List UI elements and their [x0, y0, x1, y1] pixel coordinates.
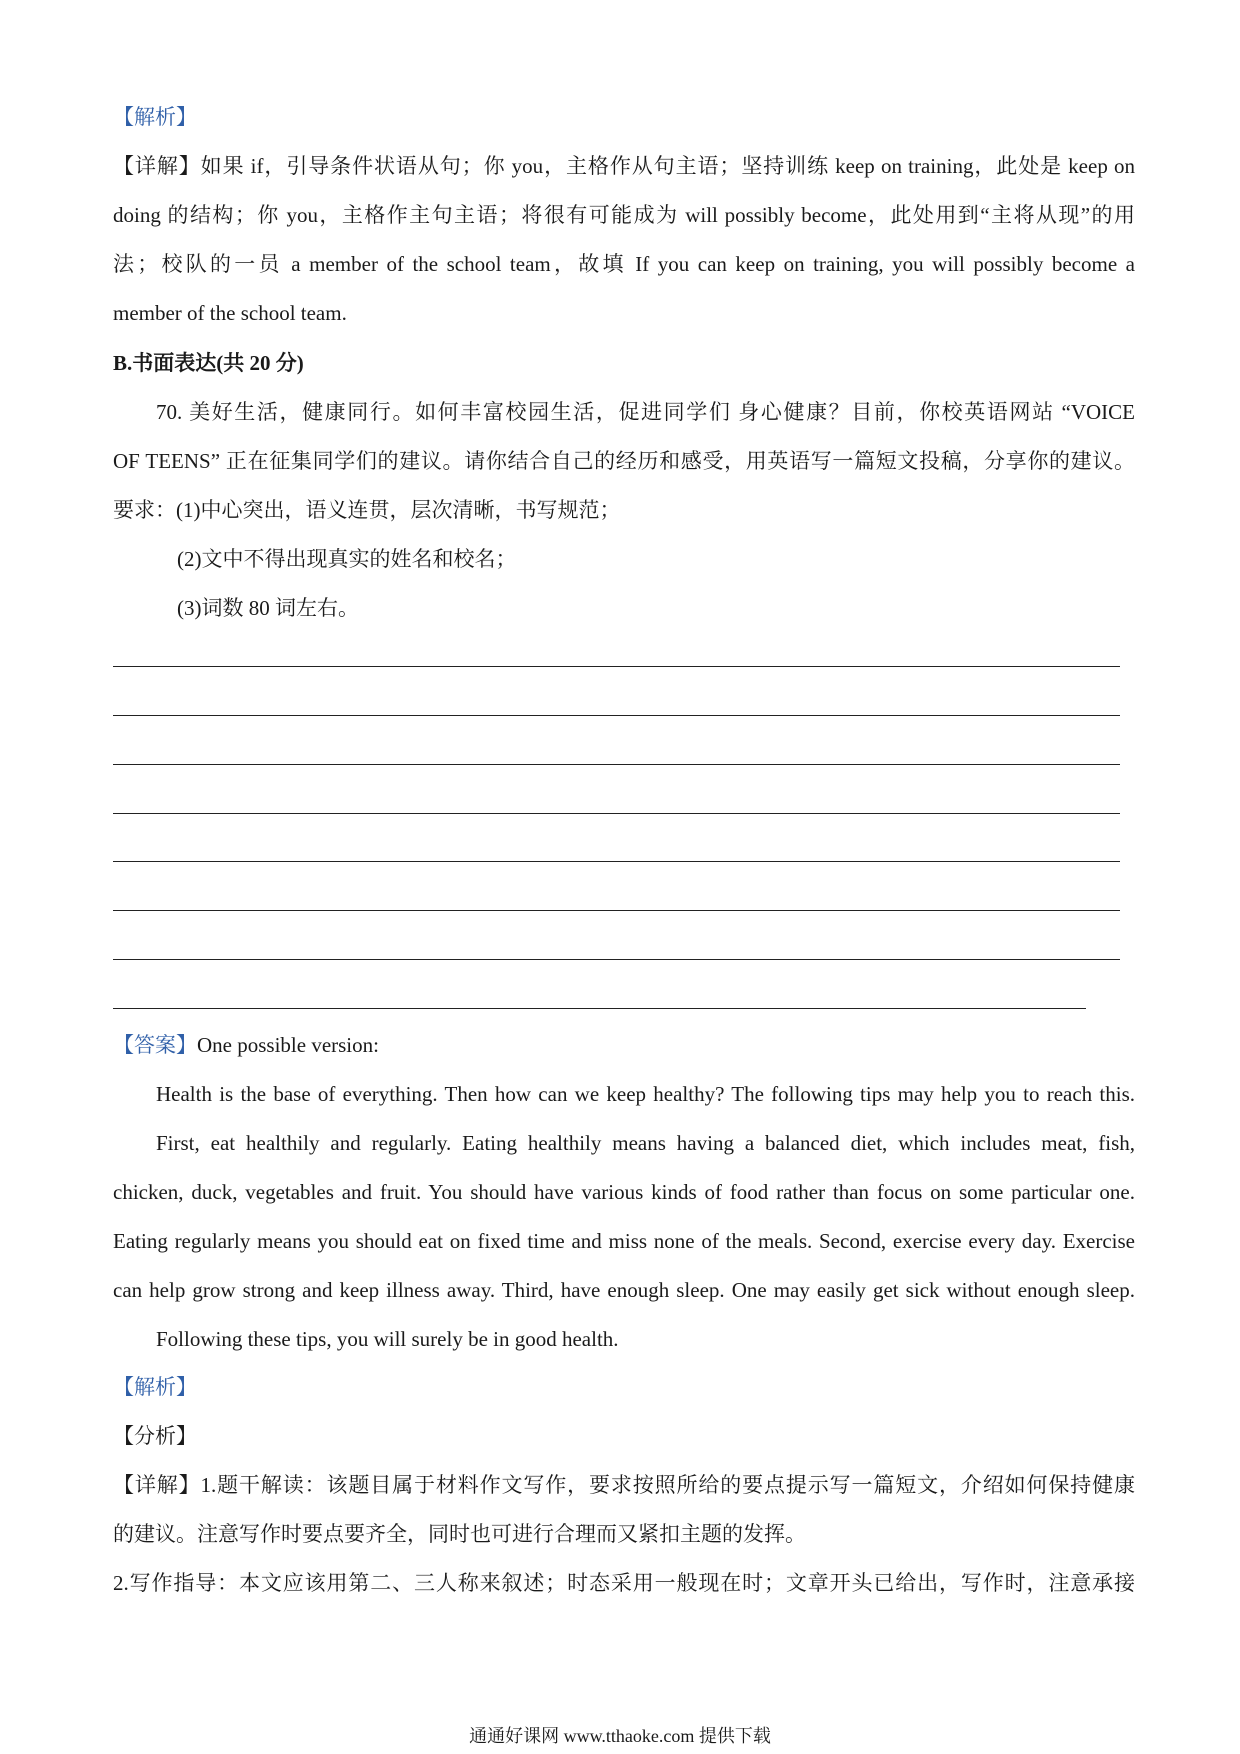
writing-line: [113, 861, 1120, 862]
xiangjie-label: 【详解】: [113, 154, 201, 178]
writing-line: [113, 910, 1120, 911]
requirement-line: 要求：(1)中心突出，语义连贯，层次清晰，书写规范；: [113, 498, 621, 522]
writing-line: [113, 959, 1120, 960]
writing-line: [113, 813, 1120, 814]
answer-line: First, eat healthily and regularly. Eating healthily means having a balanced diet, which includes meat, fish,: [156, 1131, 1135, 1155]
detail-line: 的建议。注意写作时要点要齐全，同时也可进行合理而又紧扣主题的发挥。: [113, 1522, 806, 1546]
xiangjie-label: 【详解】: [113, 1473, 201, 1497]
detail-line: member of the school team.: [113, 301, 347, 325]
analysis-block-2: [113, 1363, 1135, 1608]
requirement-line: (3)词数 80 词左右。: [177, 596, 359, 620]
prompt-line: 70. 美好生活，健康同行。如何丰富校园生活，促进同学们 身心健康？目前，你校英语网站 “VOICE: [156, 400, 1135, 424]
answer-line: chicken, duck, vegetables and fruit. You should have various kinds of food rather than focus on some particular one.: [113, 1180, 1135, 1204]
requirement-line: (2)文中不得出现真实的姓名和校名；: [177, 547, 517, 571]
detail-line: 【详解】如果 if，引导条件状语从句；你 you，主格作从句主语；坚持训练 keep on training，此处是 keep on: [113, 154, 1135, 178]
answer-heading: 【答案】One possible version:: [113, 1033, 379, 1057]
detail-line: 2.写作指导：本文应该用第二、三人称来叙述；时态采用一般现在时；文章开头已给出，写作时，注意承接: [113, 1571, 1135, 1595]
detail-line: 法；校队的一员 a member of the school team，故填 If you can keep on training, you will possibly become a: [113, 252, 1135, 276]
writing-section: [113, 339, 1135, 633]
answer-line: can help grow strong and keep illness away. Third, have enough sleep. One may easily get sick without enough sleep.: [113, 1278, 1135, 1302]
page-footer: 通通好课网 www.tthaoke.com 提供下载: [469, 1726, 771, 1746]
fenxi-label: 【分析】: [113, 1424, 197, 1448]
answer-label: 【答案】: [113, 1033, 197, 1057]
detail-line: 【详解】1.题干解读：该题目属于材料作文写作，要求按照所给的要点提示写一篇短文，介绍如何保持健康: [113, 1473, 1135, 1497]
jiexi-label: 【解析】: [113, 1375, 197, 1399]
writing-line: [113, 715, 1120, 716]
detail-line: doing 的结构；你 you，主格作主句主语；将很有可能成为 will possibly become，此处用到“主将从现”的用: [113, 203, 1135, 227]
writing-line: [113, 1008, 1086, 1009]
jiexi-label: 【解析】: [113, 105, 197, 129]
prompt-line: OF TEENS” 正在征集同学们的建议。请你结合自己的经历和感受，用英语写一篇短文投稿，分享你的建议。: [113, 449, 1135, 473]
answer-block: [113, 1021, 1135, 1364]
writing-line: [113, 666, 1120, 667]
answer-line: Eating regularly means you should eat on fixed time and miss none of the meals. Second, exercise every day. Exercise: [113, 1229, 1135, 1253]
writing-line: [113, 764, 1120, 765]
analysis-block-1: [113, 93, 1135, 338]
section-heading: B.书面表达(共 20 分): [113, 351, 304, 375]
answer-line: Health is the base of everything. Then how can we keep healthy? The following tips may help you to reach this.: [156, 1082, 1135, 1106]
answer-line: Following these tips, you will surely be in good health.: [156, 1327, 619, 1351]
